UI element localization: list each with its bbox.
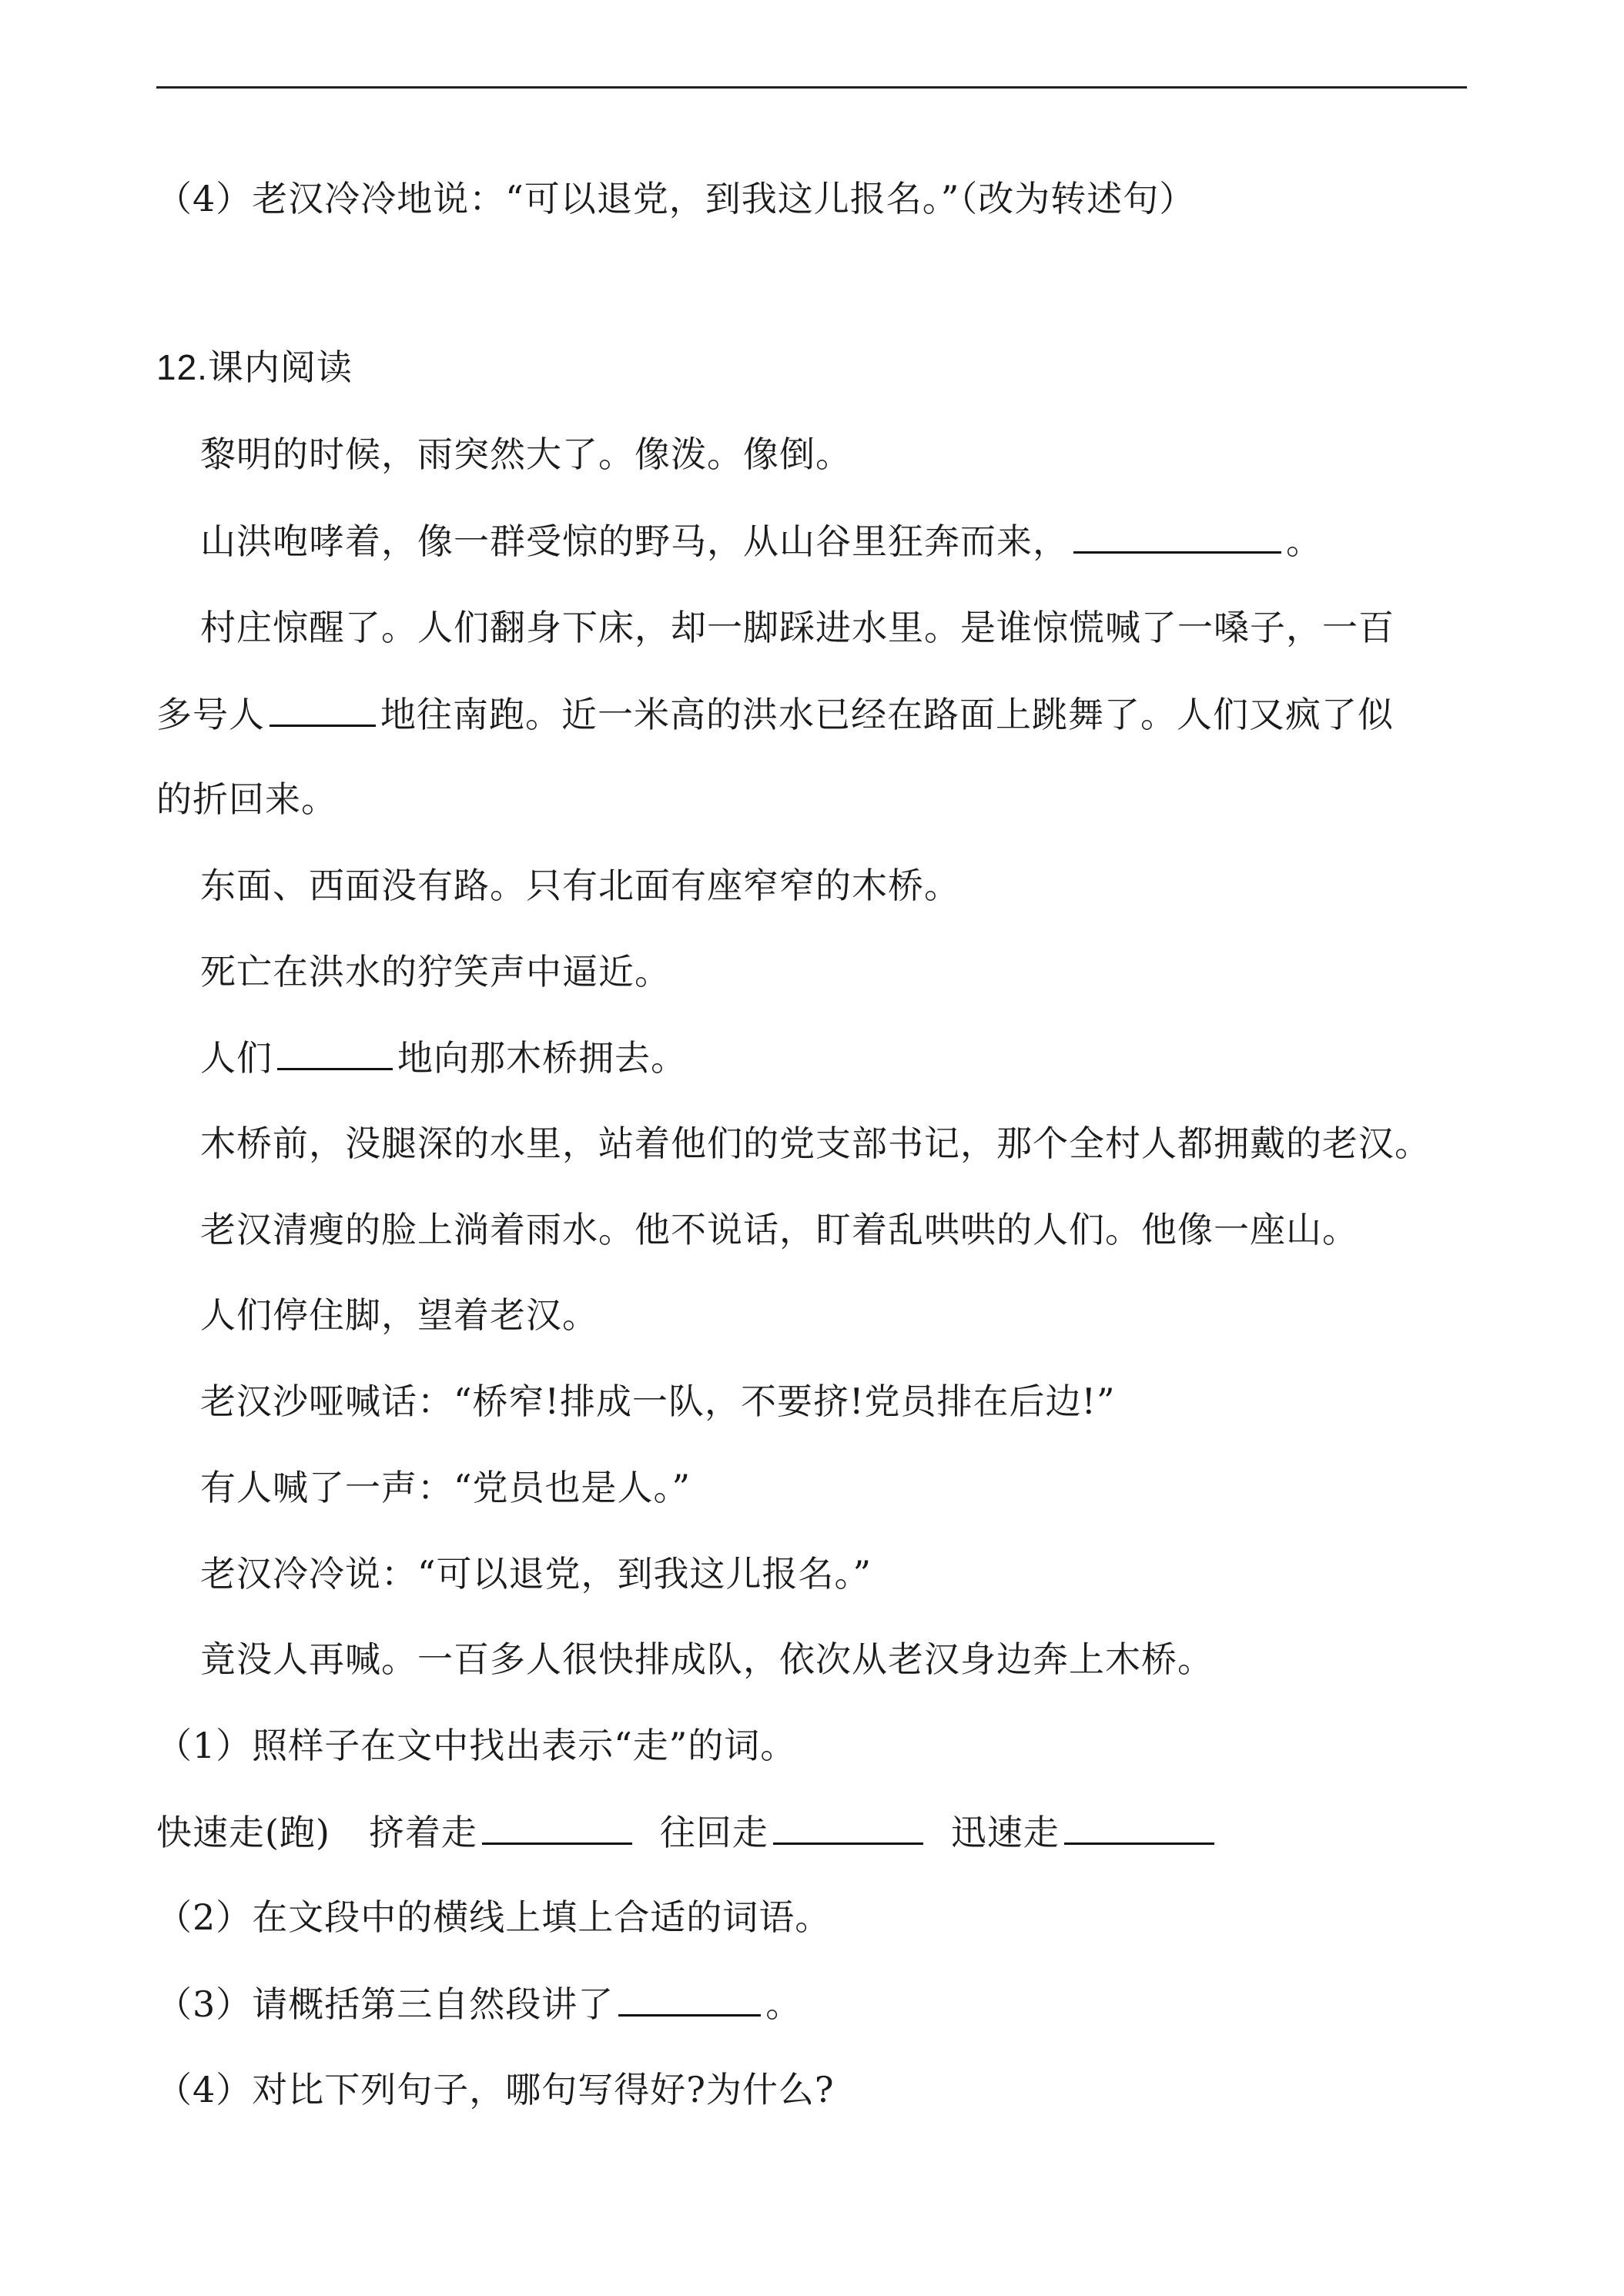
question-title: 课内阅读 bbox=[207, 346, 353, 388]
example-word: 快速走(跑) bbox=[156, 1812, 330, 1853]
passage-paragraph-3-line-3 bbox=[156, 776, 337, 822]
passage-paragraph-2 bbox=[200, 517, 1322, 564]
sub-question-1-answers bbox=[156, 1809, 1219, 1856]
answer-blank[interactable] bbox=[1064, 1809, 1214, 1845]
answer-label: 挤着走 bbox=[368, 1812, 477, 1853]
sub-question-text: （4）对比下列句子，哪句写得好?为什么? bbox=[156, 2069, 835, 2110]
paragraph-text: 地向那木桥拥去。 bbox=[397, 1037, 687, 1079]
paragraph-text: 老汉清瘦的脸上淌着雨水。他不说话，盯着乱哄哄的人们。他像一座山。 bbox=[200, 1209, 1358, 1250]
answer-blank[interactable] bbox=[482, 1809, 632, 1845]
paragraph-text: 村庄惊醒了。人们翻身下床，却一脚踩进水里。是谁惊慌喊了一嗓子，一百 bbox=[200, 607, 1395, 648]
paragraph-text: 。 bbox=[1286, 520, 1322, 562]
paragraph-text: 东面、西面没有路。只有北面有座窄窄的木桥。 bbox=[200, 865, 960, 906]
passage-paragraph-7 bbox=[200, 1120, 1431, 1166]
prev-question-item4 bbox=[156, 176, 1195, 222]
passage-paragraph-11 bbox=[200, 1464, 691, 1511]
paragraph-text: 有人喊了一声：“党员也是人。” bbox=[200, 1467, 691, 1508]
sub-question-2 bbox=[156, 1894, 831, 1940]
passage-paragraph-5 bbox=[200, 949, 671, 995]
answer-label: 往回走 bbox=[659, 1812, 768, 1853]
paragraph-text: 地往南跑。近一米高的洪水已经在路面上跳舞了。人们又疯了似 bbox=[380, 694, 1394, 735]
paragraph-text: 竟没人再喊。一百多人很快排成队，依次从老汉身边奔上木桥。 bbox=[200, 1638, 1214, 1680]
paragraph-text: 死亡在洪水的狞笑声中逼近。 bbox=[200, 951, 671, 992]
prev-question-text: （4）老汉冷冷地说：“可以退党，到我这儿报名。”（改为转述句） bbox=[156, 178, 1196, 219]
sub-question-3 bbox=[156, 1980, 802, 2027]
answer-label: 迅速走 bbox=[950, 1812, 1060, 1853]
paragraph-text: 木桥前，没腿深的水里，站着他们的党支部书记，那个全村人都拥戴的老汉。 bbox=[200, 1123, 1431, 1164]
fill-blank[interactable] bbox=[1073, 517, 1281, 554]
paragraph-text: 人们 bbox=[200, 1037, 273, 1079]
paragraph-text: 的折回来。 bbox=[156, 778, 337, 820]
answer-blank[interactable] bbox=[618, 1980, 761, 2017]
fill-blank[interactable] bbox=[277, 1034, 393, 1070]
paragraph-text: 人们停住脚，望着老汉。 bbox=[200, 1294, 598, 1336]
sub-question-text: 。 bbox=[765, 1983, 802, 2025]
passage-paragraph-13 bbox=[200, 1636, 1214, 1682]
passage-paragraph-9 bbox=[200, 1292, 598, 1338]
header-rule bbox=[156, 86, 1467, 89]
fill-blank[interactable] bbox=[270, 691, 376, 727]
passage-paragraph-12 bbox=[200, 1551, 872, 1597]
passage-paragraph-10 bbox=[200, 1378, 1116, 1424]
sub-question-text: （3）请概括第三自然段讲了 bbox=[156, 1983, 614, 2025]
sub-question-text: （2）在文段中的横线上填上合适的词语。 bbox=[156, 1896, 832, 1938]
passage-paragraph-4 bbox=[200, 862, 960, 909]
sub-question-1 bbox=[156, 1722, 796, 1769]
sub-question-4 bbox=[156, 2067, 835, 2113]
passage-paragraph-6 bbox=[200, 1034, 687, 1081]
question-number: 12. bbox=[156, 347, 208, 387]
paragraph-text: 黎明的时候，雨突然大了。像泼。像倒。 bbox=[200, 433, 852, 475]
passage-paragraph-8 bbox=[200, 1207, 1358, 1253]
passage-paragraph-3-line-2 bbox=[156, 691, 1394, 738]
passage-paragraph-3-line-1 bbox=[200, 604, 1395, 651]
question-12-heading bbox=[156, 344, 353, 390]
paragraph-text: 老汉冷冷说：“可以退党，到我这儿报名。” bbox=[200, 1553, 872, 1595]
passage-paragraph-1 bbox=[200, 431, 852, 477]
answer-blank[interactable] bbox=[773, 1809, 923, 1845]
sub-question-text: （1）照样子在文中找出表示“走”的词。 bbox=[156, 1725, 797, 1766]
paragraph-text: 老汉沙哑喊话：“桥窄!排成一队，不要挤!党员排在后边!” bbox=[200, 1381, 1116, 1422]
paragraph-text: 山洪咆哮着，像一群受惊的野马，从山谷里狂奔而来， bbox=[200, 520, 1069, 562]
paragraph-text: 多号人 bbox=[156, 694, 265, 735]
